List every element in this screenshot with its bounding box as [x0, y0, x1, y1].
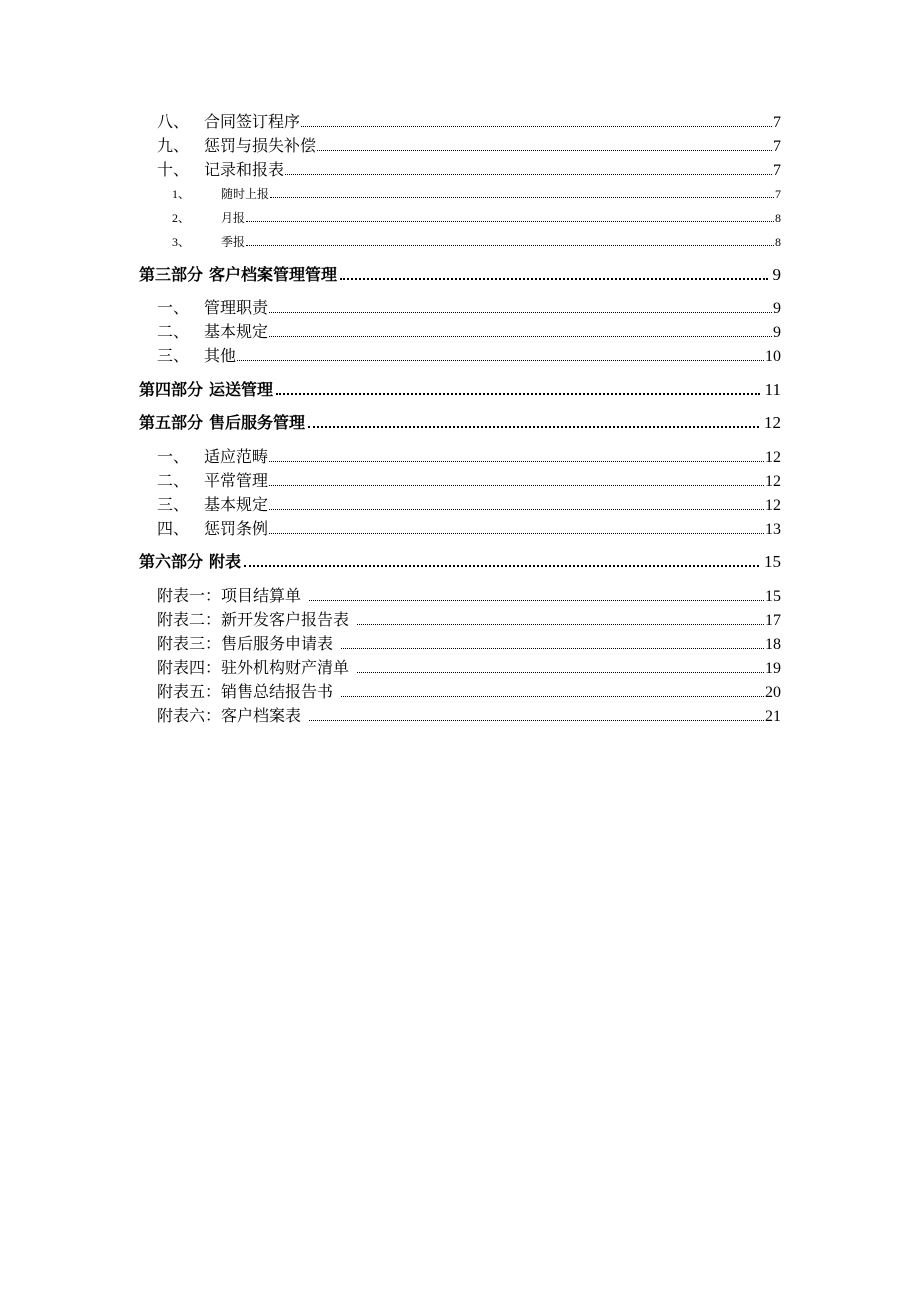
toc-entry-page: 7 — [775, 187, 781, 201]
toc-entry-title: 季报 — [221, 235, 246, 249]
toc-part-heading[interactable] — [139, 409, 781, 437]
toc-appendix-entry[interactable] — [157, 584, 781, 608]
toc-entry[interactable] — [157, 493, 781, 517]
toc-part-number: 第三部分 — [139, 265, 204, 284]
toc-entry-title: 附表二：新开发客户报告表 — [157, 610, 350, 629]
dot-leader — [340, 278, 767, 280]
toc-part-title: 附表 — [209, 552, 242, 571]
dot-leader — [309, 600, 764, 601]
toc-entry[interactable] — [157, 517, 781, 541]
toc-entry[interactable] — [157, 296, 781, 320]
toc-part-number: 第四部分 — [139, 380, 204, 399]
toc-entry-number: 2、 — [172, 211, 191, 225]
toc-entry-number: 三、 — [157, 346, 190, 365]
toc-entry-page: 8 — [775, 235, 781, 249]
toc-entry-number: 十、 — [157, 160, 190, 179]
dot-leader — [285, 174, 772, 175]
toc-subentry[interactable] — [172, 230, 781, 254]
toc-appendix-entry[interactable] — [157, 656, 781, 680]
dot-leader — [341, 696, 764, 697]
dot-leader — [246, 221, 774, 222]
toc-entry-page: 18 — [765, 636, 781, 653]
dot-leader — [244, 565, 759, 567]
toc-part-heading[interactable] — [139, 548, 781, 576]
dot-leader — [269, 461, 764, 462]
toc-entry-title: 记录和报表 — [204, 160, 285, 179]
dot-leader — [309, 720, 764, 721]
dot-leader — [317, 150, 772, 151]
toc-entry-page: 12 — [765, 497, 781, 514]
toc-entry-number: 九、 — [157, 136, 190, 155]
dot-leader — [269, 336, 772, 337]
toc-entry-page: 12 — [765, 473, 781, 490]
toc-entry-title: 惩罚与损失补偿 — [204, 136, 317, 155]
toc-entry-page: 21 — [765, 708, 781, 725]
dot-leader — [357, 672, 764, 673]
toc-part-title: 售后服务管理 — [209, 413, 306, 432]
toc-subentry[interactable] — [172, 182, 781, 206]
toc-part-heading[interactable] — [139, 376, 781, 404]
toc-entry-number: 3、 — [172, 235, 191, 249]
toc-entry-number: 二、 — [157, 322, 190, 341]
dot-leader — [269, 485, 764, 486]
dot-leader — [246, 245, 774, 246]
toc-entry-title: 基本规定 — [204, 322, 269, 341]
toc-entry-page: 9 — [773, 324, 781, 341]
toc-entry[interactable] — [157, 344, 781, 368]
toc-entry-number: 三、 — [157, 495, 190, 514]
toc-part-title: 客户档案管理管理 — [209, 265, 338, 284]
toc-appendix-entry[interactable] — [157, 680, 781, 704]
toc-entry-page: 13 — [765, 521, 781, 538]
toc-entry[interactable] — [157, 445, 781, 469]
dot-leader — [341, 648, 764, 649]
toc-entry-number: 1、 — [172, 187, 191, 201]
dot-leader — [269, 533, 764, 534]
toc-entry-page: 7 — [773, 138, 781, 155]
toc-entry-title: 其他 — [204, 346, 237, 365]
toc-part-page: 9 — [772, 265, 781, 284]
toc-entry-title: 合同签订程序 — [204, 112, 301, 131]
dot-leader — [237, 360, 764, 361]
toc-entry-title: 附表三：售后服务申请表 — [157, 634, 334, 653]
toc-entry-page: 10 — [765, 348, 781, 365]
toc-entry-title: 适应范畴 — [204, 447, 269, 466]
toc-entry-page: 9 — [773, 300, 781, 317]
dot-leader — [270, 197, 774, 198]
toc-entry-title: 惩罚条例 — [204, 519, 269, 538]
toc-entry[interactable] — [157, 110, 781, 134]
toc-entry-title: 管理职责 — [204, 298, 269, 317]
toc-part-number: 第五部分 — [139, 413, 204, 432]
toc-entry-title: 附表五：销售总结报告书 — [157, 682, 334, 701]
toc-entry-title: 平常管理 — [204, 471, 269, 490]
toc-entry-page: 7 — [773, 162, 781, 179]
toc-entry-number: 一、 — [157, 447, 190, 466]
toc-entry[interactable] — [157, 134, 781, 158]
toc-entry-title: 随时上报 — [221, 187, 270, 201]
toc-entry[interactable] — [157, 320, 781, 344]
toc-part-page: 11 — [764, 380, 781, 399]
toc-appendix-entry[interactable] — [157, 608, 781, 632]
toc-appendix-entry[interactable] — [157, 704, 781, 728]
toc-entry[interactable] — [157, 469, 781, 493]
toc-entry-title: 基本规定 — [204, 495, 269, 514]
toc-entry-page: 15 — [765, 588, 781, 605]
toc-entry-page: 19 — [765, 660, 781, 677]
toc-entry-number: 二、 — [157, 471, 190, 490]
toc-entry-page: 17 — [765, 612, 781, 629]
toc-part-number: 第六部分 — [139, 552, 204, 571]
toc-entry-page: 20 — [765, 684, 781, 701]
dot-leader — [269, 509, 764, 510]
toc-entry-number: 四、 — [157, 519, 190, 538]
toc-subentry[interactable] — [172, 206, 781, 230]
dot-leader — [308, 426, 759, 428]
toc-entry-title: 附表一：项目结算单 — [157, 586, 302, 605]
toc-part-page: 15 — [764, 552, 781, 571]
toc-entry-number: 八、 — [157, 112, 190, 131]
dot-leader — [301, 126, 772, 127]
toc-entry-page: 12 — [765, 449, 781, 466]
dot-leader — [357, 624, 764, 625]
toc-part-title: 运送管理 — [209, 380, 274, 399]
toc-entry-title: 附表四：驻外机构财产清单 — [157, 658, 350, 677]
toc-appendix-entry[interactable] — [157, 632, 781, 656]
toc-entry-page: 7 — [773, 114, 781, 131]
dot-leader — [269, 312, 772, 313]
dot-leader — [276, 393, 760, 395]
toc-entry[interactable] — [157, 158, 781, 182]
toc-entry-number: 一、 — [157, 298, 190, 317]
toc-entry-title: 附表六：客户档案表 — [157, 706, 302, 725]
toc-entry-title: 月报 — [221, 211, 246, 225]
toc-entry-page: 8 — [775, 211, 781, 225]
toc-part-heading[interactable] — [139, 261, 781, 289]
toc-part-page: 12 — [764, 413, 781, 432]
